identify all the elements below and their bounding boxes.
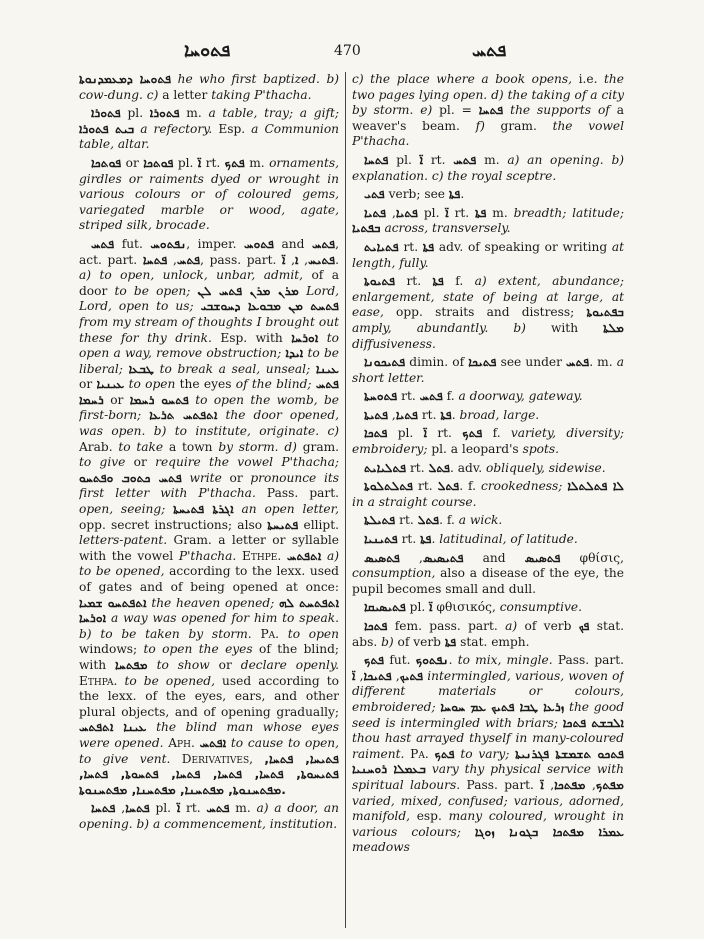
right-entry: ܦܬܝܠܬܐ rt. ܦܬܠ. f. a wick. — [364, 513, 503, 528]
left-column — [79, 72, 339, 932]
right-entry: ܦܬܚܐ pl. ܐ̈ rt. ܦܬܚ m. a) an opening. b) explanation. c) the royal sceptre. — [352, 152, 624, 183]
right-entry: ܦܬܝܘܬܐ rt. ܦܬܐ f. a) extent, abundance; enlargement, state of being at large, at ease, opp. straits and distress; ܒܦܬܝܘܬܐ amply, abundantly. b) with ܡܠܬܐ diffusiveness. — [352, 274, 624, 351]
right-entry: ܦܬܟܐ fem. pass. part. a) of verb ܦܟ stat. abs. b) of verb ܦܬܐ stat. emph. — [352, 619, 624, 649]
page-number: 470 — [334, 43, 361, 59]
left-entry: ܦܬܘܪܐ pl. ܦܬܘܪܐ m. a table, tray; a gift; ܒܝܬ ܦܬܘܪܐ a refectory. Esp. a Communion table, altar. — [79, 106, 339, 152]
right-column — [352, 72, 624, 932]
right-entry: c) the place where a book opens, i.e. the two pages lying open. d) the taking of a city by storm. e) pl. = ܦܬܚܐ the supports of a weaver's beam. f) gram. the vowel P'thacha. — [352, 72, 624, 149]
header-left-word: ܦܬܘܚܐ — [184, 40, 231, 61]
right-entry: ܦܬܟܐ pl. ܐ̈ rt. ܦܬܟ f. variety, diversity; embroidery; pl. a leopard's spots. — [352, 426, 624, 457]
right-entry: ܦܬܝܣܝܩܐ pl. ܐ̈ φθισικός, consumptive. — [364, 600, 582, 615]
right-entry: ܦܬܟ fut. ܢܦܬܘܟ. to mix, mingle. Pass. part. ܦܬܝܟ, ܦܬܝܟܐ, ܐ̈ intermingled, various, woven of different materials or colours, embroidered; ܙܪܥܐ ܛܒܐ ܦܬܝܟ ܥܡ ܚܘܚܐ the good seed is intermingled with briars; ܐܠܒܫܬ ܦܬܟܐ thou hast arrayed thyself in many-coloured raiment. Pa. ܦܬܟ to vary; ܦܬܟܘ ܬܫܡܫܬܐ ܦܓܪܢܝܬܐ ܒܥܡܠܐ ܪܘܚܢܝܐ vary thy physical service with spiritual labours. Pass. part. ܡܦܬܟ, ܡܦܬܟܐ, ܐ̈ varied, mixed, confused; various, adorned, manifold, esp. many coloured, wrought in various colours; ܥܡܪܐ ܡܦܬܟܐ ܒܓܘܢܐ ܙܘܓܐ meadows — [352, 653, 624, 855]
right-entry: ܦܬܝܟܘܢܐ dimin. of ܦܬܝܟܐ see under ܦܬܚ. m. a short letter. — [352, 355, 624, 385]
header-right-word: ܦܬܚ — [472, 40, 507, 61]
right-entry: ܦܬܝ verb; see ܦܬܐ. — [364, 187, 465, 202]
right-entry: ܦܬܝܐ, ܦܬܝܐ pl. ܐ̈ rt. ܦܬܐ m. breadth; latitude; ܒܦܬܝܐ across, transversely. — [352, 205, 624, 236]
right-entry: ܦܬܝܐ, ܦܬܝܬܐ rt. ܦܬܐ. broad, large. — [364, 407, 540, 422]
right-entry: ܦܬܝܐܝܬ rt. ܦܬܐ adv. of speaking or writing at length, fully. — [352, 239, 624, 270]
left-entry: ܦܬܚܐ, ܦܬܚܐ pl. ܐ̈ rt. ܦܬܚ m. a) a door, an opening. b) a commencement, institution. — [79, 801, 339, 831]
right-entry: ܦܬܘܚܬܐ rt. ܦܬܚ f. a doorway, gateway. — [364, 389, 583, 404]
column-divider — [345, 72, 346, 928]
running-header — [0, 40, 704, 64]
right-entry: ܦܬܠܝܐܝܬ rt. ܦܬܠ. adv. obliquely, sidewise. — [364, 460, 606, 475]
left-entry: ܦܬܚ fut. ܢܦܬܘܚ, imper. ܦܬܘܚ and ܦܬܚ, act. part. ܦܬܚ, ܦܬܚܐ , pass. part. ܦܬܝܚ, ܐ, ܐ̈ . a) to open, unlock, unbar, admit, of a door to be open; ܡܪܢ ܡܪܢ ܦܬܚ ܠܢ Lord, Lord, open to us; ܦܬܚܬ ܡܢ ܡܒܘܥܐ ܕܚܘܫܒܝ from my stream of thoughts I brought out these for thy drink. Esp. with ܐܘܪܚܐ to open a way, remove obstruction; ܐܝܕܐ to be liberal; ܛܒܥܐ to break a seal, unseal; ܥܝܢܐ or ܥܝܢܝܐ to open the eyes of the blind; ܦܬܚ ܪܚܡܐ or ܦܬܚܘ ܪܚܡܐ to open the womb, be first-born; ܐܬܦܬܚ ܬܪܥܐ the door opened, was open. b) to institute, originate. c) Arab. to take a town by storm. d) gram. to give or require the vowel P'thacha; ܦܬܚ ܟܬܘܒ ܘܦܬܚܘ write or pronounce its first letter with P'thacha. Pass. part. open, seeing; ܐܓܪܬܐ ܦܬܝܚܬܐ an open letter, opp. secret instructions; also ܦܬܝܚܬܐ ellipt. letters-patent. Gram. a letter or syllable with the vowel P'thacha. Ethpe. ܐܬܦܬܚ a) to be opened, according to the lexx. used of gates and of being opened at once: ܐܬܦܬܚܘ ܫܡܝܐ the heaven opened; ܐܬܦܬܚܬ ܠܗ ܐܘܪܚܐ a way was opened for him to speak. b) to be taken by storm. Pa. to open windows; to open the eyes of the blind; with ܡܦܬܚܐ to show or declare openly. Ethpa. to be opened, used according to the lexx. of the eyes, ears, and other plural objects, and of opening gradually; ܥܝܢܐ ܐܬܦܬܚ the blind man whose eyes were opened. Aph. ܐܦܬܚ to cause to open, to give vent. Derivatives, ܦܬܝܚܐ, ܦܬܚܐ, ܦܬܝܚܘܬܐ, ܦܬܚܐ, ܦܬܚܐ, ܦܬܚܐ, ܦܬܚܘܬܐ, ܦܬܚܐ, ܡܦܬܚܢܘܬܐ, ܡܦܬܚܢܐ, ܡܦܬܚܢܐ, ܡܦܬܚܢܘܬܐ. — [79, 236, 339, 797]
right-entry: ܦܬܝܢܝܐ rt. ܦܬܐ. latitudinal, of latitude. — [364, 532, 578, 547]
right-entry: ܦܬܠܬܠܘܬܐ rt. ܦܬܠ. f. crookedness; ܠܐ ܦܬܠܬܠܐ in a straight course. — [352, 479, 624, 509]
left-entry: ܦܬܘܚܐ ܕܡܥܡܕܢܘܬܐ he who first baptized. b) cow-dung. c) a letter taking P'thacha. — [79, 72, 339, 102]
left-entry: ܦܘܬܟܐ or ܦܘܬܟܐ pl. ܐ̈ rt. ܦܬܟ m. ornaments, girdles or raiments dyed or wrought in various colours or of coloured gems, variegated marble or wood, agate, striped silk, brocade. — [79, 155, 339, 233]
right-entry: ܦܬܝܣܝܣ, ܦܬܣܝܣ and ܦܬܣܝܣ φθίσις, consumption, also a disease of the eye, the pupil becomes small and dull. — [352, 550, 624, 596]
